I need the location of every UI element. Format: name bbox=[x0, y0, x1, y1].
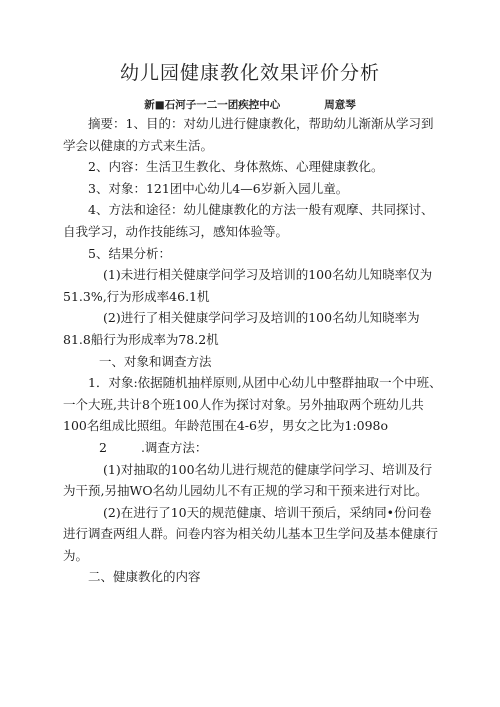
author-organization: 新■石河子一二一团疾控中心 bbox=[144, 99, 281, 111]
result-heading: 5、结果分析： bbox=[88, 245, 171, 261]
content-paragraph: 2、内容：生活卫生教化、身体熬炼、心理健康教化。 bbox=[88, 159, 384, 175]
result-item-2: (2)进行了相关健康学问学习及培训的100名幼儿知晓率为81.8船行为形成率为78.2机 bbox=[63, 310, 420, 347]
section-heading-2: 二、健康教化的内容 bbox=[88, 569, 201, 585]
document-title: 幼儿园健康教化效果评价分析 bbox=[119, 62, 380, 84]
s1-object-paragraph: 1．对象:依据随机抽样原则,从团中心幼儿中整群抽取一个中班、一个大班,共计8个班100人作为探讨对象。另外抽取两个班幼儿共100名组成比照组。年龄范围在4-6岁，男女之比为1:098o bbox=[63, 375, 442, 434]
section-heading-1: 一、对象和调查方法 bbox=[99, 353, 212, 369]
document-body bbox=[63, 113, 443, 588]
author-name: 周意琴 bbox=[324, 99, 356, 111]
object-paragraph: 3、对象：121团中心幼儿4—6岁新入园儿童。 bbox=[88, 180, 349, 196]
s1-method-item-2: (2)在进行了10天的规范健康、培训干预后，采纳同•份问卷进行调查两组人群。问卷内容为相关幼儿基本卫生学问及基本健康行为。 bbox=[63, 504, 439, 563]
s1-method-item-1: (1)对抽取的100名幼儿进行规范的健康学问学习、培训及行为干预,另抽WO名幼儿园幼儿不有正规的学习和干预来进行对比。 bbox=[63, 461, 433, 499]
method-paragraph: 4、方法和途径：幼儿健康教化的方法一般有观摩、共同探讨、自我学习，动作技能练习，感知体验等。 bbox=[63, 202, 434, 239]
result-item-1: (1)未进行相关健康学问学习及培训的100名幼儿知晓率仅为51.3%,行为形成率46.1机 bbox=[63, 267, 433, 304]
abstract-paragraph: 摘要：1、目的：对幼儿进行健康教化，帮助幼儿渐渐从学习到学会以健康的方式来生活。 bbox=[63, 116, 434, 153]
byline bbox=[0, 97, 500, 112]
s1-method-heading bbox=[63, 437, 443, 459]
s1-method-number: 2 bbox=[99, 439, 107, 455]
s1-method-label: .调查方法： bbox=[140, 439, 208, 455]
